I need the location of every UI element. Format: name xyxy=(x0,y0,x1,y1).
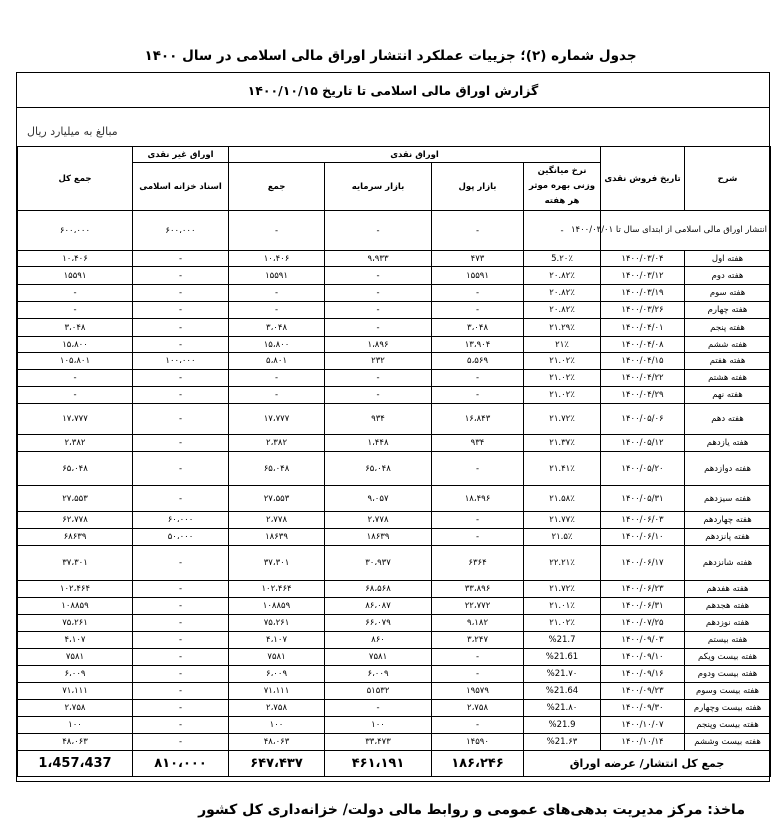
cell-capital: ۲،۷۷۸ xyxy=(325,512,432,529)
cell-sum: - xyxy=(229,387,325,404)
cell-total: ۱۰۲،۴۶۴ xyxy=(18,581,133,598)
table-row xyxy=(18,370,771,387)
cell-capital: - xyxy=(325,387,432,404)
cell-money: ۳،۲۴۷ xyxy=(432,632,524,649)
table-row xyxy=(18,337,771,353)
cell-desc: هفته یازدهم xyxy=(685,435,771,452)
cell-treasury: - xyxy=(133,615,229,632)
opening-treasury: ۶۰۰،۰۰۰ xyxy=(133,211,229,251)
table-row xyxy=(18,581,771,598)
cell-treasury: - xyxy=(133,717,229,734)
cell-capital: ۱۰۰ xyxy=(325,717,432,734)
cell-date: ۱۴۰۰/۰۹/۱۰ xyxy=(601,649,685,666)
cell-date: ۱۴۰۰/۰۳/۱۲ xyxy=(601,267,685,285)
header-desc: شرح xyxy=(685,147,771,211)
opening-rate: - xyxy=(524,211,601,251)
cell-treasury: ۵۰،۰۰۰ xyxy=(133,529,229,546)
cell-money: - xyxy=(432,452,524,486)
cell-date: ۱۴۰۰/۰۴/۰۱ xyxy=(601,319,685,337)
cell-rate: ۲۱.۷۲٪ xyxy=(524,404,601,435)
cell-total: ۱۰۰ xyxy=(18,717,133,734)
cell-treasury: - xyxy=(133,598,229,615)
cell-total: ۶،۰۰۹ xyxy=(18,666,133,683)
total-money: ۱۸۶،۲۴۶ xyxy=(432,751,524,777)
cell-sum: - xyxy=(229,370,325,387)
cell-money: ۳،۰۴۸ xyxy=(432,319,524,337)
cell-total: ۱۵،۸۰۰ xyxy=(18,337,133,353)
total-row xyxy=(18,751,771,777)
cell-money: ۳۳،۸۹۶ xyxy=(432,581,524,598)
cell-desc: هفته نوزدهم xyxy=(685,615,771,632)
header-date: تاریخ فروش نقدی xyxy=(601,147,685,211)
cell-capital: ۷۵۸۱ xyxy=(325,649,432,666)
cell-desc: هفته چهاردهم xyxy=(685,512,771,529)
cell-date: ۱۴۰۰/۰۴/۰۸ xyxy=(601,337,685,353)
cell-sum: - xyxy=(229,285,325,302)
header-noncash-group: اوراق غیر نقدی xyxy=(133,147,229,163)
cell-money: ۲،۷۵۸ xyxy=(432,700,524,717)
cell-treasury: - xyxy=(133,251,229,267)
cell-desc: هفته پنجم xyxy=(685,319,771,337)
cell-sum: ۱۰۸۸۵۹ xyxy=(229,598,325,615)
cell-rate: %21.61 xyxy=(524,649,601,666)
cell-date: ۱۴۰۰/۰۴/۲۲ xyxy=(601,370,685,387)
cell-total: ۲،۳۸۲ xyxy=(18,435,133,452)
cell-capital: ۹،۹۳۳ xyxy=(325,251,432,267)
cell-desc: هفته دوازدهم xyxy=(685,452,771,486)
cell-capital: ۵۱۵۳۲ xyxy=(325,683,432,700)
cell-rate: ۲۱.۷۲٪ xyxy=(524,581,601,598)
cell-money: ۹،۱۸۲ xyxy=(432,615,524,632)
cell-rate: ۲۱.۲۹٪ xyxy=(524,319,601,337)
cell-sum: ۲۷،۵۵۳ xyxy=(229,486,325,512)
table-row xyxy=(18,700,771,717)
cell-capital: - xyxy=(325,700,432,717)
cell-desc: هفته بیستم xyxy=(685,632,771,649)
cell-money: ۶۳۶۴ xyxy=(432,546,524,581)
cell-money: - xyxy=(432,666,524,683)
cell-capital: ۳۳،۴۷۳ xyxy=(325,734,432,751)
unit-note: مبالغ به میلیارد ریال xyxy=(27,125,118,138)
cell-capital: - xyxy=(325,302,432,319)
opening-total: ۶۰۰،۰۰۰ xyxy=(18,211,133,251)
cell-desc: هفته سیزدهم xyxy=(685,486,771,512)
cell-sum: ۴،۱۰۷ xyxy=(229,632,325,649)
cell-treasury: - xyxy=(133,649,229,666)
cell-date: ۱۴۰۰/۰۹/۲۳ xyxy=(601,683,685,700)
cell-total: ۶۸۶۳۹ xyxy=(18,529,133,546)
cell-treasury: - xyxy=(133,267,229,285)
cell-date: ۱۴۰۰/۰۵/۲۰ xyxy=(601,452,685,486)
cell-desc: هفته هفتم xyxy=(685,353,771,370)
cell-total: ۱۰۵،۸۰۱ xyxy=(18,353,133,370)
table-row xyxy=(18,435,771,452)
cell-desc: هفته هجدهم xyxy=(685,598,771,615)
cell-sum: ۷۱،۱۱۱ xyxy=(229,683,325,700)
cell-desc: هفته پانزدهم xyxy=(685,529,771,546)
cell-total: ۷۵،۲۶۱ xyxy=(18,615,133,632)
cell-treasury: - xyxy=(133,666,229,683)
cell-sum: ۳،۰۴۸ xyxy=(229,319,325,337)
total-sum: ۶۴۷،۴۳۷ xyxy=(229,751,325,777)
cell-total: ۶۲،۷۷۸ xyxy=(18,512,133,529)
cell-capital: ۳۰،۹۳۷ xyxy=(325,546,432,581)
cell-money: ۱۵۵۹۱ xyxy=(432,267,524,285)
cell-money: - xyxy=(432,285,524,302)
cell-treasury: - xyxy=(133,486,229,512)
cell-sum: ۲،۷۵۸ xyxy=(229,700,325,717)
cell-desc: هفته بیست ویکم xyxy=(685,649,771,666)
cell-rate: ۲۱.۵٪ xyxy=(524,529,601,546)
cell-money: ۹۳۴ xyxy=(432,435,524,452)
report-title: گزارش اوراق مالی اسلامی تا تاریخ ۱۴۰۰/۱۰/۱۵ xyxy=(247,83,539,98)
cell-rate: ۲۱.۵۸٪ xyxy=(524,486,601,512)
table-caption: جدول شماره (۲)؛ جزییات عملکرد انتشار اوراق مالی اسلامی در سال ۱۴۰۰ xyxy=(144,48,637,64)
cell-treasury: - xyxy=(133,435,229,452)
header-money-market: بازار پول xyxy=(432,163,524,211)
cell-total: - xyxy=(18,285,133,302)
table-row xyxy=(18,615,771,632)
cell-date: ۱۴۰۰/۰۳/۲۶ xyxy=(601,302,685,319)
cell-total: ۴۸،۰۶۳ xyxy=(18,734,133,751)
cell-rate: ۲۱.۰۲٪ xyxy=(524,370,601,387)
source-note: ماخذ: مرکز مدیریت بدهی‌های عمومی و روابط مالی دولت/ خزانه‌داری کل کشور xyxy=(198,802,745,818)
cell-desc: هفته بیست ودوم xyxy=(685,666,771,683)
table-row xyxy=(18,529,771,546)
cell-treasury: - xyxy=(133,387,229,404)
cell-money: ۱۹۵۷۹ xyxy=(432,683,524,700)
cell-rate: %21.۷۰ xyxy=(524,666,601,683)
table-row xyxy=(18,598,771,615)
header-grand-total: جمع کل xyxy=(18,147,133,211)
cell-total: ۶۵،۰۴۸ xyxy=(18,452,133,486)
cell-money: ۱۴۵۹۰ xyxy=(432,734,524,751)
cell-capital: - xyxy=(325,285,432,302)
cell-treasury: ۱۰۰،۰۰۰ xyxy=(133,353,229,370)
cell-desc: هفته هشتم xyxy=(685,370,771,387)
cell-rate: %21.۸۰ xyxy=(524,700,601,717)
cell-desc: هفته دهم xyxy=(685,404,771,435)
cell-total: ۳۷،۳۰۱ xyxy=(18,546,133,581)
cell-treasury: - xyxy=(133,285,229,302)
cell-money: ۲۲،۷۷۲ xyxy=(432,598,524,615)
cell-treasury: - xyxy=(133,337,229,353)
cell-treasury: - xyxy=(133,683,229,700)
opening-row xyxy=(18,211,771,251)
cell-rate: %21.۶۳ xyxy=(524,734,601,751)
opening-capital: - xyxy=(325,211,432,251)
cell-total: - xyxy=(18,302,133,319)
cell-total: ۳،۰۴۸ xyxy=(18,319,133,337)
cell-money: ۵،۵۶۹ xyxy=(432,353,524,370)
table-row xyxy=(18,319,771,337)
cell-desc: هفته شانزدهم xyxy=(685,546,771,581)
cell-treasury: - xyxy=(133,700,229,717)
cell-sum: ۴۸،۰۶۳ xyxy=(229,734,325,751)
cell-treasury: - xyxy=(133,319,229,337)
cell-sum: ۲،۳۸۲ xyxy=(229,435,325,452)
table-row xyxy=(18,632,771,649)
cell-date: ۱۴۰۰/۰۴/۲۹ xyxy=(601,387,685,404)
cell-date: ۱۴۰۰/۰۹/۳۰ xyxy=(601,700,685,717)
cell-sum: ۱۵،۸۰۰ xyxy=(229,337,325,353)
cell-treasury: - xyxy=(133,404,229,435)
cell-capital: ۱،۴۴۸ xyxy=(325,435,432,452)
cell-money: ۱۶،۸۴۳ xyxy=(432,404,524,435)
cell-date: ۱۴۰۰/۰۳/۰۴ xyxy=(601,251,685,267)
title-divider xyxy=(17,107,769,108)
cell-treasury: - xyxy=(133,370,229,387)
cell-money: - xyxy=(432,302,524,319)
cell-rate: 5.۲۰٪ xyxy=(524,251,601,267)
cell-money: ۱۳،۹۰۴ xyxy=(432,337,524,353)
table-row xyxy=(18,486,771,512)
cell-capital: - xyxy=(325,267,432,285)
cell-rate: ۲۱.۰۲٪ xyxy=(524,615,601,632)
cell-capital: ۶۸،۵۶۸ xyxy=(325,581,432,598)
cell-total: ۷۵۸۱ xyxy=(18,649,133,666)
table-row xyxy=(18,717,771,734)
cell-rate: ۲۱.۰۲٪ xyxy=(524,387,601,404)
cell-rate: ۲۱.۰۲٪ xyxy=(524,353,601,370)
cell-sum: ۳۷،۳۰۱ xyxy=(229,546,325,581)
table-row xyxy=(18,302,771,319)
cell-date: ۱۴۰۰/۰۵/۰۶ xyxy=(601,404,685,435)
cell-money: - xyxy=(432,529,524,546)
cell-desc: هفته بیست وپنجم xyxy=(685,717,771,734)
cell-treasury: - xyxy=(133,452,229,486)
opening-sum: - xyxy=(229,211,325,251)
table-row xyxy=(18,387,771,404)
total-grand: 1،457،437 xyxy=(18,751,133,777)
table-row xyxy=(18,452,771,486)
cell-rate: ۲۲.۲۱٪ xyxy=(524,546,601,581)
cell-rate: ۲۰.۸۲٪ xyxy=(524,267,601,285)
cell-date: ۱۴۰۰/۰۴/۱۵ xyxy=(601,353,685,370)
cell-total: - xyxy=(18,387,133,404)
table-row xyxy=(18,683,771,700)
cell-treasury: - xyxy=(133,546,229,581)
cell-date: ۱۴۰۰/۱۰/۱۴ xyxy=(601,734,685,751)
cell-sum: ۷۵،۲۶۱ xyxy=(229,615,325,632)
cell-rate: %21.9 xyxy=(524,717,601,734)
cell-date: ۱۴۰۰/۰۳/۱۹ xyxy=(601,285,685,302)
cell-date: ۱۴۰۰/۰۶/۱۷ xyxy=(601,546,685,581)
cell-total: - xyxy=(18,370,133,387)
cell-date: ۱۴۰۰/۰۵/۱۲ xyxy=(601,435,685,452)
cell-rate: ۲۱.۷۷٪ xyxy=(524,512,601,529)
cell-capital: ۶،۰۰۹ xyxy=(325,666,432,683)
cell-capital: ۶۶،۰۷۹ xyxy=(325,615,432,632)
cell-capital: ۸۶۰ xyxy=(325,632,432,649)
table-row xyxy=(18,734,771,751)
cell-capital: ۶۵،۰۴۸ xyxy=(325,452,432,486)
table-row xyxy=(18,353,771,370)
cell-rate: %21.64 xyxy=(524,683,601,700)
header-treasury: اسناد خزانه اسلامی xyxy=(133,163,229,211)
cell-money: - xyxy=(432,717,524,734)
cell-date: ۱۴۰۰/۰۶/۳۱ xyxy=(601,598,685,615)
cell-sum: ۲،۷۷۸ xyxy=(229,512,325,529)
cell-total: ۲،۷۵۸ xyxy=(18,700,133,717)
cell-total: ۱۷،۷۷۷ xyxy=(18,404,133,435)
cell-sum: ۶،۰۰۹ xyxy=(229,666,325,683)
cell-date: ۱۴۰۰/۰۹/۱۶ xyxy=(601,666,685,683)
cell-desc: هفته چهارم xyxy=(685,302,771,319)
opening-money: - xyxy=(432,211,524,251)
cell-rate: ۲۰.۸۲٪ xyxy=(524,302,601,319)
table-row xyxy=(18,666,771,683)
cell-sum: ۱۸۶۳۹ xyxy=(229,529,325,546)
cell-desc: هفته هفدهم xyxy=(685,581,771,598)
cell-rate: ۲۱.۰۱٪ xyxy=(524,598,601,615)
table-row xyxy=(18,512,771,529)
table-row xyxy=(18,251,771,267)
cell-desc: هفته بیست وچهارم xyxy=(685,700,771,717)
cell-date: ۱۴۰۰/۰۶/۲۳ xyxy=(601,581,685,598)
table-row xyxy=(18,546,771,581)
table-row xyxy=(18,649,771,666)
cell-date: ۱۴۰۰/۰۵/۳۱ xyxy=(601,486,685,512)
total-treasury: ۸۱۰،۰۰۰ xyxy=(133,751,229,777)
cell-capital: ۲۳۲ xyxy=(325,353,432,370)
cell-desc: هفته بیست وششم xyxy=(685,734,771,751)
cell-date: ۱۴۰۰/۰۹/۰۳ xyxy=(601,632,685,649)
header-cash-group: اوراق نقدی xyxy=(229,147,601,163)
cell-money: - xyxy=(432,370,524,387)
cell-sum: ۱۷،۷۷۷ xyxy=(229,404,325,435)
cell-money: ۱۸،۴۹۶ xyxy=(432,486,524,512)
cell-desc: هفته دوم xyxy=(685,267,771,285)
cell-rate: ۲۱٪ xyxy=(524,337,601,353)
cell-total: ۱۰۸۸۵۹ xyxy=(18,598,133,615)
cell-rate: ۲۱.۴۱٪ xyxy=(524,452,601,486)
cell-treasury: - xyxy=(133,581,229,598)
cell-desc: هفته بیست وسوم xyxy=(685,683,771,700)
table-row xyxy=(18,404,771,435)
cell-sum: ۵،۸۰۱ xyxy=(229,353,325,370)
cell-date: ۱۴۰۰/۱۰/۰۷ xyxy=(601,717,685,734)
cell-capital: ۱۸۶۳۹ xyxy=(325,529,432,546)
cell-desc: هفته ششم xyxy=(685,337,771,353)
cell-treasury: ۶۰،۰۰۰ xyxy=(133,512,229,529)
cell-treasury: - xyxy=(133,302,229,319)
cell-desc: هفته سوم xyxy=(685,285,771,302)
cell-capital: - xyxy=(325,370,432,387)
cell-sum: - xyxy=(229,302,325,319)
cell-sum: ۱۰۲،۴۶۴ xyxy=(229,581,325,598)
issuance-table xyxy=(17,146,771,777)
cell-total: ۲۷،۵۵۳ xyxy=(18,486,133,512)
cell-total: ۱۵۵۹۱ xyxy=(18,267,133,285)
cell-sum: ۱۰۰ xyxy=(229,717,325,734)
cell-total: ۱۰،۴۰۶ xyxy=(18,251,133,267)
table-row xyxy=(18,267,771,285)
cell-sum: ۷۵۸۱ xyxy=(229,649,325,666)
cell-money: - xyxy=(432,512,524,529)
cell-desc: هفته اول xyxy=(685,251,771,267)
cell-date: ۱۴۰۰/۰۶/۰۳ xyxy=(601,512,685,529)
total-capital: ۴۶۱،۱۹۱ xyxy=(325,751,432,777)
header-rate: نرخ میانگین وزنی بهره موثر هر هفته xyxy=(524,163,601,211)
cell-sum: ۱۵۵۹۱ xyxy=(229,267,325,285)
cell-money: - xyxy=(432,387,524,404)
cell-date: ۱۴۰۰/۰۷/۲۵ xyxy=(601,615,685,632)
cell-rate: ۲۰.۸۲٪ xyxy=(524,285,601,302)
cell-treasury: - xyxy=(133,632,229,649)
report-frame xyxy=(16,72,770,782)
cell-capital: ۹۳۴ xyxy=(325,404,432,435)
table-row xyxy=(18,285,771,302)
opening-desc: انتشار اوراق مالی اسلامی از ابتدای سال تا ۱۴۰۰/۰۳/۰۱ xyxy=(601,211,771,251)
cell-money: ۴۷۳ xyxy=(432,251,524,267)
cell-capital: ۹،۰۵۷ xyxy=(325,486,432,512)
cell-rate: ۲۱.۳۷٪ xyxy=(524,435,601,452)
header-cash-sum: جمع xyxy=(229,163,325,211)
cell-capital: - xyxy=(325,319,432,337)
cell-sum: ۱۰،۴۰۶ xyxy=(229,251,325,267)
cell-capital: ۸۶،۰۸۷ xyxy=(325,598,432,615)
cell-capital: ۱،۸۹۶ xyxy=(325,337,432,353)
total-label: جمع کل انتشار/ عرضه اوراق xyxy=(524,751,771,777)
cell-money: - xyxy=(432,649,524,666)
cell-rate: %21.7 xyxy=(524,632,601,649)
header-capital-market: بازار سرمایه xyxy=(325,163,432,211)
cell-date: ۱۴۰۰/۰۶/۱۰ xyxy=(601,529,685,546)
cell-total: ۴،۱۰۷ xyxy=(18,632,133,649)
cell-total: ۷۱،۱۱۱ xyxy=(18,683,133,700)
cell-treasury: - xyxy=(133,734,229,751)
cell-sum: ۶۵،۰۴۸ xyxy=(229,452,325,486)
cell-desc: هفته نهم xyxy=(685,387,771,404)
